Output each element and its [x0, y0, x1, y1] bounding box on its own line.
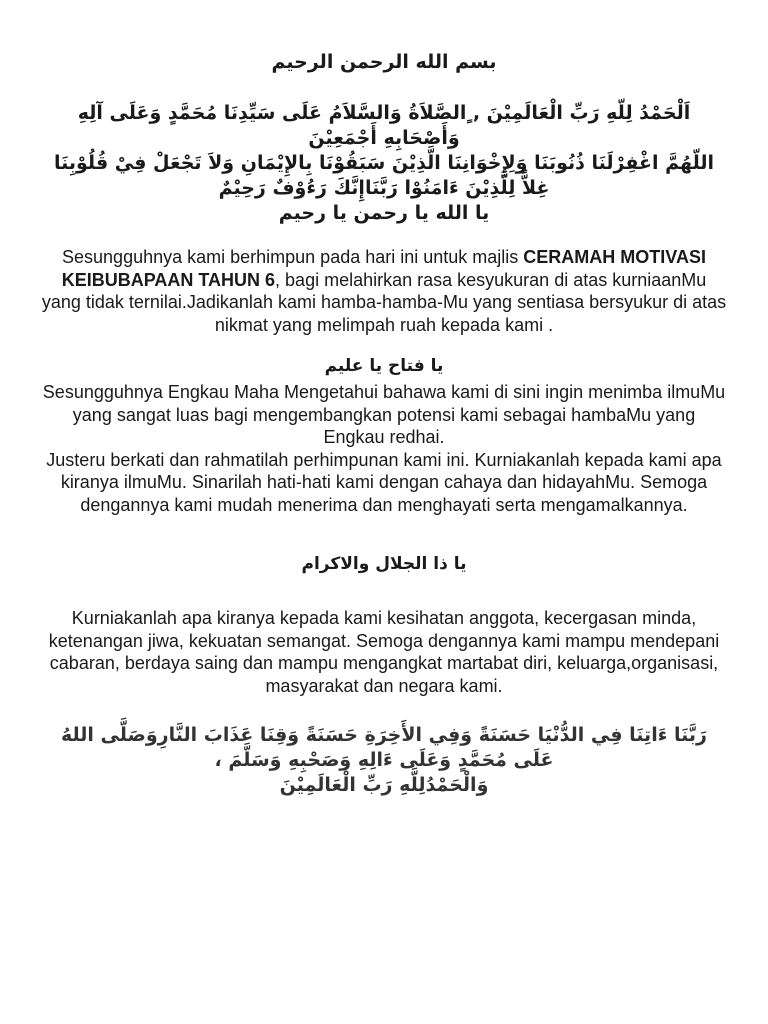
opening-doa — [40, 101, 728, 226]
paragraph-1-intro: Sesungguhnya kami berhimpun pada hari ini untuk majlis — [62, 247, 524, 267]
opening-doa-line-2: اللّهُمَّ اغْفِرْلَنَا ذُنُوبَنَا وَلِإِخْوَانِنَا الَّذِيْنَ سَبَقُوْنَا بِالإِيْمَانِ وَلاَ تَجْعَلْ فِيْ قُلُوْبِنَا غِلاًّ لِلَّذِيْنَ ءَامَنُوْا رَبَّنَاإِنَّكَ رَءُوْفٌ رَحِيْمٌ — [54, 152, 714, 199]
paragraph-1-rest: , bagi melahirkan rasa kesyukuran di atas kurniaanMu yang tidak ternilai.Jadikanlah kami hamba-hamba-Mu yang sentiasa bersyukur di atas nikmat yang melimpah ruah kepada kami . — [41, 269, 727, 335]
paragraph-1 — [40, 246, 728, 336]
closing-doa-line-2: وَالْحَمْدُلِلَّهِ رَبِّ الْعَالَمِيْنَ — [279, 774, 489, 796]
paragraph-3-part-2: masyarakat dan negara kami. — [265, 675, 503, 696]
paragraph-3 — [40, 607, 728, 697]
paragraph-3-part-1: Kurniakanlah apa kiranya kepada kami kesihatan anggota, kecergasan minda, ketenangan jiwa, kekuatan semangat. Semoga dengannya kami mampu mendepani cabaran, berdaya saing dan mampu mengangkat martabat diri, keluarga,organisasi, — [48, 608, 720, 673]
bismillah-heading: بسم الله الرحمن الرحيم — [271, 51, 497, 73]
section-heading-3: يا ذا الجلال والاكرام — [301, 554, 467, 574]
closing-doa-line-1: رَبَّنَا ءَاتِنَا فِي الدُّنْيَا حَسَنَةً وَفِي الأَخِرَةِ حَسَنَةً وَقِنَا عَذَابَ النَّارِوَصَلَّى اللهُ عَلَى مُحَمَّدٍ وَعَلَى ءَالِهِ وَصَحْبِهِ وَسَلَّمَ ، — [60, 724, 707, 771]
paragraph-2 — [40, 381, 728, 516]
event-title: CERAMAH MOTIVASI KEIBUBAPAAN TAHUN 6 — [61, 247, 706, 290]
opening-doa-line-3: يا الله يا رحمن يا رحيم — [278, 202, 490, 224]
opening-doa-line-1: اَلْحَمْدُ لِلّهِ رَبِّ الْعَالَمِيْنَ , ٍالصَّلاَةُ وَالسَّلاَمُ عَلَى سَيِّدِنَا مُحَمَّدٍ وَعَلَى آلِهِ وَأَصْحَابِهِ أَجْمَعِيْنَ — [77, 102, 691, 149]
document-page — [40, 0, 728, 798]
paragraph-2-part-1: Sesungguhnya Engkau Maha Mengetahui bahawa kami di sini ingin menimba ilmuMu yang sangat luas bagi mengembangkan potensi kami sebagai hambaMu yang Engkau redhai. — [42, 382, 726, 447]
closing-doa — [40, 723, 728, 798]
section-heading-2: يا فتاح يا عليم — [324, 356, 444, 376]
paragraph-2-part-2: Justeru berkati dan rahmatilah perhimpunan kami ini. Kurniakanlah kepada kami apa kiranya ilmuMu. Sinarilah hati-hati kami dengan cahaya dan hidayahMu. Semoga dengannya kami mudah menerima dan menghayati serta mengamalkannya. — [46, 449, 722, 515]
